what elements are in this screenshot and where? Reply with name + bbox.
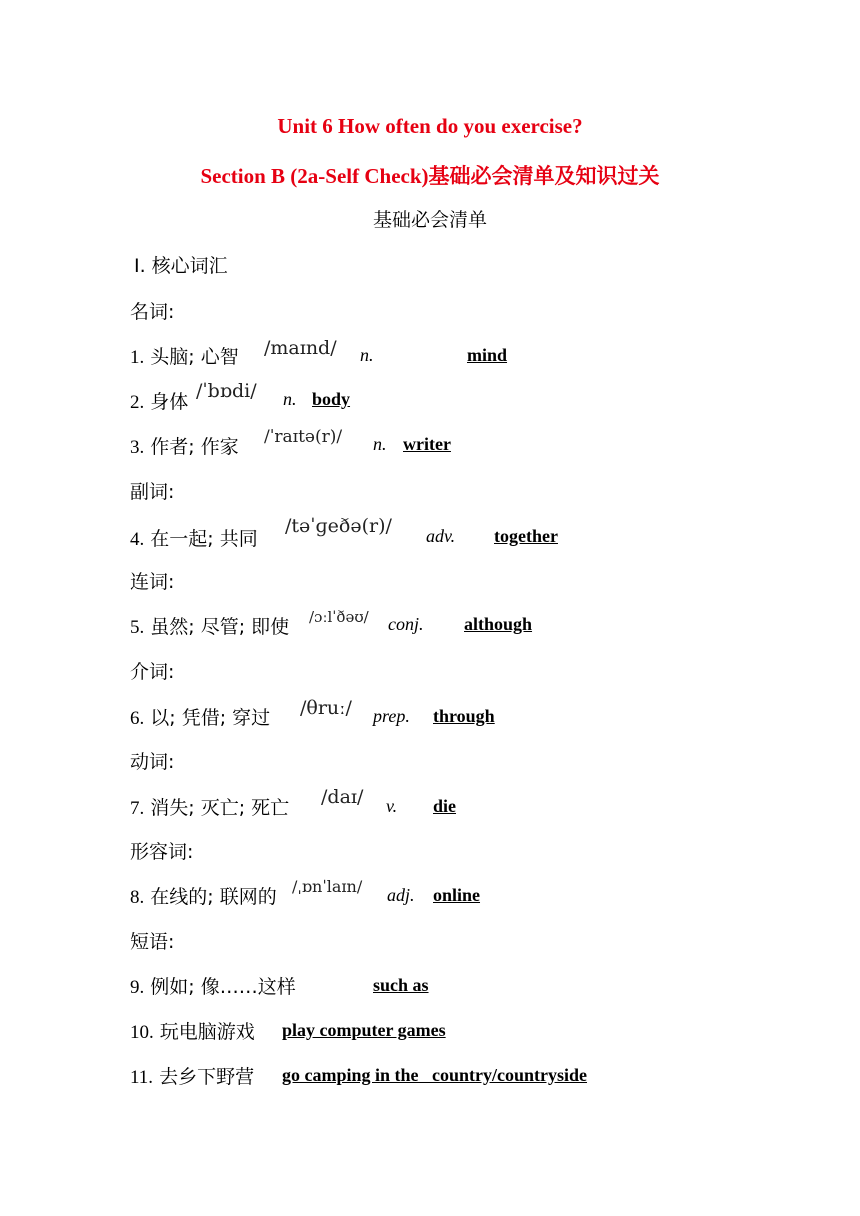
item-chinese: 头脑; 心智 [150, 346, 239, 368]
item-answer: mind [467, 345, 508, 365]
item-chinese: 在一起; 共同 [150, 528, 258, 550]
item-part-of-speech: prep. [373, 706, 410, 726]
item-answer: although [464, 614, 533, 634]
category-verb: 动词: [130, 751, 175, 773]
unit-title: Unit 6 How often do you exercise? [277, 114, 583, 138]
item-phonetic: /maɪnd/ [264, 337, 337, 359]
category-adverb: 副词: [130, 481, 175, 503]
category-conjunction: 连词: [130, 571, 175, 593]
item-phonetic: /ˌɒnˈlaɪn/ [292, 877, 363, 896]
list-item-3 [130, 432, 239, 459]
item-chinese: 以; 凭借; 穿过 [150, 707, 271, 729]
item-part-of-speech: n. [360, 345, 374, 365]
item-chinese: 例如; 像……这样 [150, 976, 296, 998]
item-chinese: 作者; 作家 [150, 436, 239, 458]
item-number: 2. [130, 392, 145, 413]
list-item-7 [130, 793, 289, 820]
list-item-4 [130, 524, 258, 551]
item-answer: go camping in the country/countryside [282, 1065, 588, 1085]
item-phonetic: /ˈraɪtə(r)/ [264, 427, 343, 447]
item-answer: together [494, 526, 558, 546]
page-subtitle: 基础必会清单 [372, 209, 487, 231]
item-number: 8. [130, 887, 145, 908]
item-number: 6. [130, 708, 145, 729]
item-answer: writer [403, 434, 451, 454]
list-item-9 [130, 972, 296, 999]
item-chinese: 玩电脑游戏 [159, 1021, 255, 1043]
item-number: 11. [130, 1067, 154, 1088]
item-phonetic: /ˈbɒdi/ [196, 380, 257, 402]
item-chinese: 在线的; 联网的 [150, 886, 277, 908]
item-phonetic: /θruː/ [300, 697, 352, 719]
item-part-of-speech: adv. [426, 526, 456, 546]
category-adjective: 形容词: [130, 841, 194, 863]
item-number: 9. [130, 977, 145, 998]
item-number: 1. [130, 347, 145, 368]
item-chinese: 身体 [150, 391, 189, 413]
item-part-of-speech: adj. [387, 885, 415, 905]
item-phonetic: /təˈɡeðə(r)/ [285, 515, 392, 537]
item-chinese: 虽然; 尽管; 即使 [150, 616, 290, 638]
item-number: 4. [130, 529, 145, 550]
list-item-10 [130, 1017, 255, 1044]
item-answer: online [433, 885, 481, 905]
list-item-1 [130, 342, 239, 369]
list-item-6 [130, 703, 270, 730]
item-number: 5. [130, 617, 145, 638]
list-item-5 [130, 612, 289, 639]
item-answer: through [433, 706, 495, 726]
item-number: 3. [130, 437, 145, 458]
item-phonetic: /ɔːlˈðəʊ/ [309, 608, 369, 626]
category-phrase: 短语: [130, 931, 175, 953]
item-phonetic: /daɪ/ [321, 786, 364, 808]
section-title: Section B (2a-Self Check)基础必会清单及知识过关 [200, 164, 660, 188]
category-noun: 名词: [130, 301, 175, 323]
item-number: 7. [130, 798, 145, 819]
item-chinese: 消失; 灭亡; 死亡 [150, 797, 290, 819]
item-answer: such as [373, 975, 429, 995]
item-answer: play computer games [282, 1020, 446, 1040]
item-part-of-speech: v. [386, 796, 398, 816]
item-part-of-speech: conj. [388, 614, 424, 634]
list-item-11 [130, 1062, 254, 1089]
item-chinese: 去乡下野营 [159, 1066, 255, 1088]
item-answer: die [433, 796, 457, 816]
item-number: 10. [130, 1022, 154, 1043]
section-heading: Ⅰ. 核心词汇 [134, 255, 228, 277]
category-preposition: 介词: [130, 661, 175, 683]
item-answer: body [312, 389, 351, 409]
item-part-of-speech: n. [373, 434, 387, 454]
item-part-of-speech: n. [283, 389, 297, 409]
list-item-8 [130, 882, 277, 909]
list-item-2 [130, 387, 188, 414]
